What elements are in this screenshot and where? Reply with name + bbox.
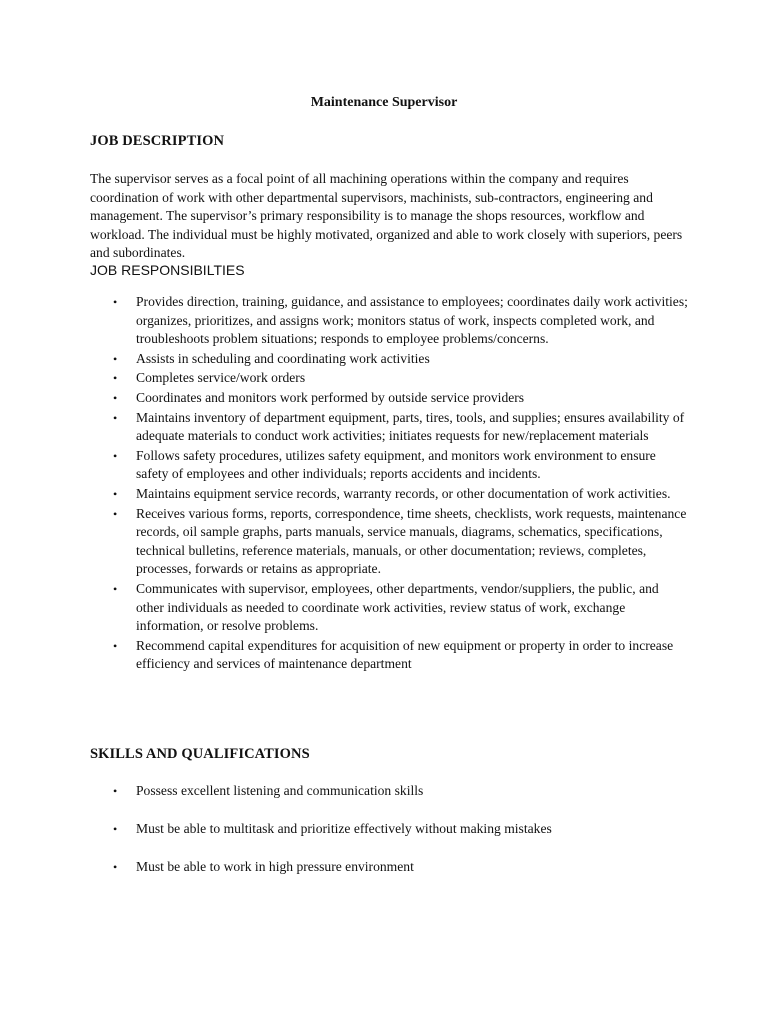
list-item-text: Recommend capital expenditures for acquisition of new equipment or property in order to increase efficiency and services of maintenance department [136,637,674,672]
list-item-text: Coordinates and monitors work performed by outside service providers [136,389,525,405]
bullet-icon: • [113,351,118,366]
list-item [90,350,690,369]
bullet-icon: • [113,822,118,837]
list-item-text: Follows safety procedures, utilizes safety equipment, and monitors work environment to ensure safety of employees and other individuals; reports accidents and incidents. [136,447,656,482]
list-item-text: Completes service/work orders [136,370,306,386]
list-item [90,389,690,408]
bullet-icon: • [113,371,118,386]
job-responsibilities-heading: JOB RESPONSIBILTIES [90,262,245,278]
job-description-heading: JOB DESCRIPTION [90,133,225,149]
list-item [90,782,690,801]
list-item [90,820,690,839]
bullet-icon: • [113,581,118,596]
skills-list [90,782,690,896]
list-item [90,637,690,674]
list-item [90,447,690,484]
list-item-text: Must be able to work in high pressure environment [136,859,414,875]
list-item [90,369,690,388]
list-item-text: Maintains inventory of department equipment, parts, tires, tools, and supplies; ensures availability of adequate materials to conduct work activities; initiates requests for new/replacement materials [136,409,685,444]
list-item [90,293,690,349]
bullet-icon: • [113,295,118,309]
list-item [90,580,690,636]
bullet-icon: • [113,784,118,798]
bullet-icon: • [113,486,118,501]
bullet-icon: • [113,448,118,463]
bullet-icon: • [113,506,118,521]
list-item [90,505,690,579]
bullet-icon: • [113,638,118,653]
list-item-text: Receives various forms, reports, correspondence, time sheets, checklists, work requests, maintenance records, oil sample graphs, parts manuals, service manuals, diagrams, schematics, specifications, technical bulletins, reference materials, manuals, or other documentation; reviews, completes, processes, forwards or retains as appropriate. [136,505,687,577]
skills-heading: SKILLS AND QUALIFICATIONS [90,746,310,762]
bullet-icon: • [113,390,118,405]
list-item [90,858,690,877]
list-item [90,485,690,504]
job-description-paragraph: The supervisor serves as a focal point of all machining operations within the company and requires coordination of work with other departmental supervisors, machinists, sub-contractors, engineering and management. The supervisor’s primary responsibility is to manage the shops resources, workflow and workload. The individual must be highly motivated, organized and able to work closely with superiors, peers and subordinates. [90,171,683,261]
list-item-text: Assists in scheduling and coordinating work activities [136,350,430,366]
list-item-text: Communicates with supervisor, employees, other departments, vendor/suppliers, the public, and other individuals as needed to coordinate work activities, review status of work, exchange information, or resolve problems. [136,580,659,634]
list-item-text: Maintains equipment service records, warranty records, or other documentation of work activities. [136,485,671,501]
list-item-text: Must be able to multitask and prioritize effectively without making mistakes [136,821,552,837]
list-item-text: Possess excellent listening and communication skills [136,783,424,798]
document-title: Maintenance Supervisor [310,95,458,110]
bullet-icon: • [113,860,118,875]
responsibilities-list [90,293,690,675]
list-item-text: Provides direction, training, guidance, and assistance to employees; coordinates daily work activities; organizes, prioritizes, and assigns work; monitors status of work, inspects completed work, and troubleshoots problem situations; responds to employee problems/concerns. [136,294,688,347]
list-item [90,409,690,446]
bullet-icon: • [113,410,118,425]
